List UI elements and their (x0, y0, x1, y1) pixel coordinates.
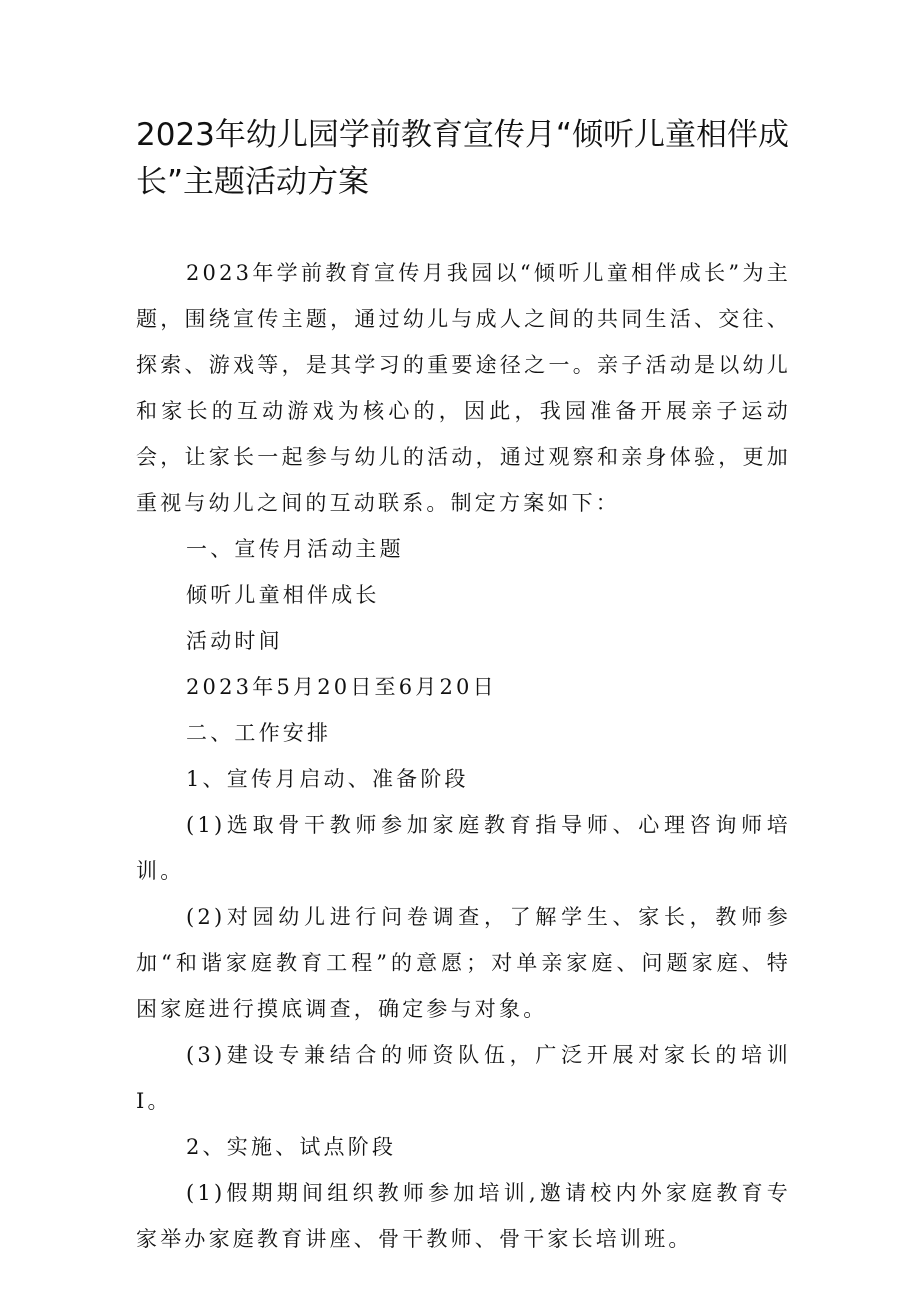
theme-text: 倾听儿童相伴成长 (186, 583, 380, 607)
time-value: 2023年5月20日至6月20日 (186, 675, 497, 699)
time-label: 活动时间 (186, 629, 283, 653)
intro-paragraph: 2023年学前教育宣传月我园以“倾听儿童相伴成长”为主题，围绕宣传主题，通过幼儿与成人之间的共同生活、交往、探索、游戏等，是其学习的重要途径之一。亲子活动是以幼儿和家长的互动游戏为核心的，因此，我园准备开展亲子运动会，让家长一起参与幼儿的活动，通过观察和亲身体验，更加重视与幼儿之间的互动联系。制定方案如下： (136, 261, 791, 515)
phase1-item-3: (3)建设专兼结合的师资队伍，广泛开展对家长的培训I。 (136, 1043, 791, 1113)
document-title: 2023年幼儿园学前教育宣传月“倾听儿童相伴成长”主题活动方案 (136, 117, 789, 200)
phase2-heading: 2、实施、试点阶段 (186, 1135, 397, 1159)
phase2-item-1: (1)假期期间组织教师参加培训,邀请校内外家庭教育专家举办家庭教育讲座、骨干教师、骨干家长培训班。 (136, 1181, 791, 1251)
section2-heading: 二、工作安排 (186, 721, 332, 745)
document-body (136, 250, 791, 1262)
phase1-item-2: (2)对园幼儿进行问卷调查，了解学生、家长，教师参加“和谐家庭教育工程”的意愿；对单亲家庭、问题家庭、特困家庭进行摸底调查，确定参与对象。 (136, 905, 791, 1021)
phase1-heading: 1、宣传月启动、准备阶段 (186, 767, 469, 791)
section1-heading: 一、宣传月活动主题 (186, 537, 404, 561)
phase1-item-1: (1)选取骨干教师参加家庭教育指导师、心理咨询师培训。 (136, 813, 791, 883)
